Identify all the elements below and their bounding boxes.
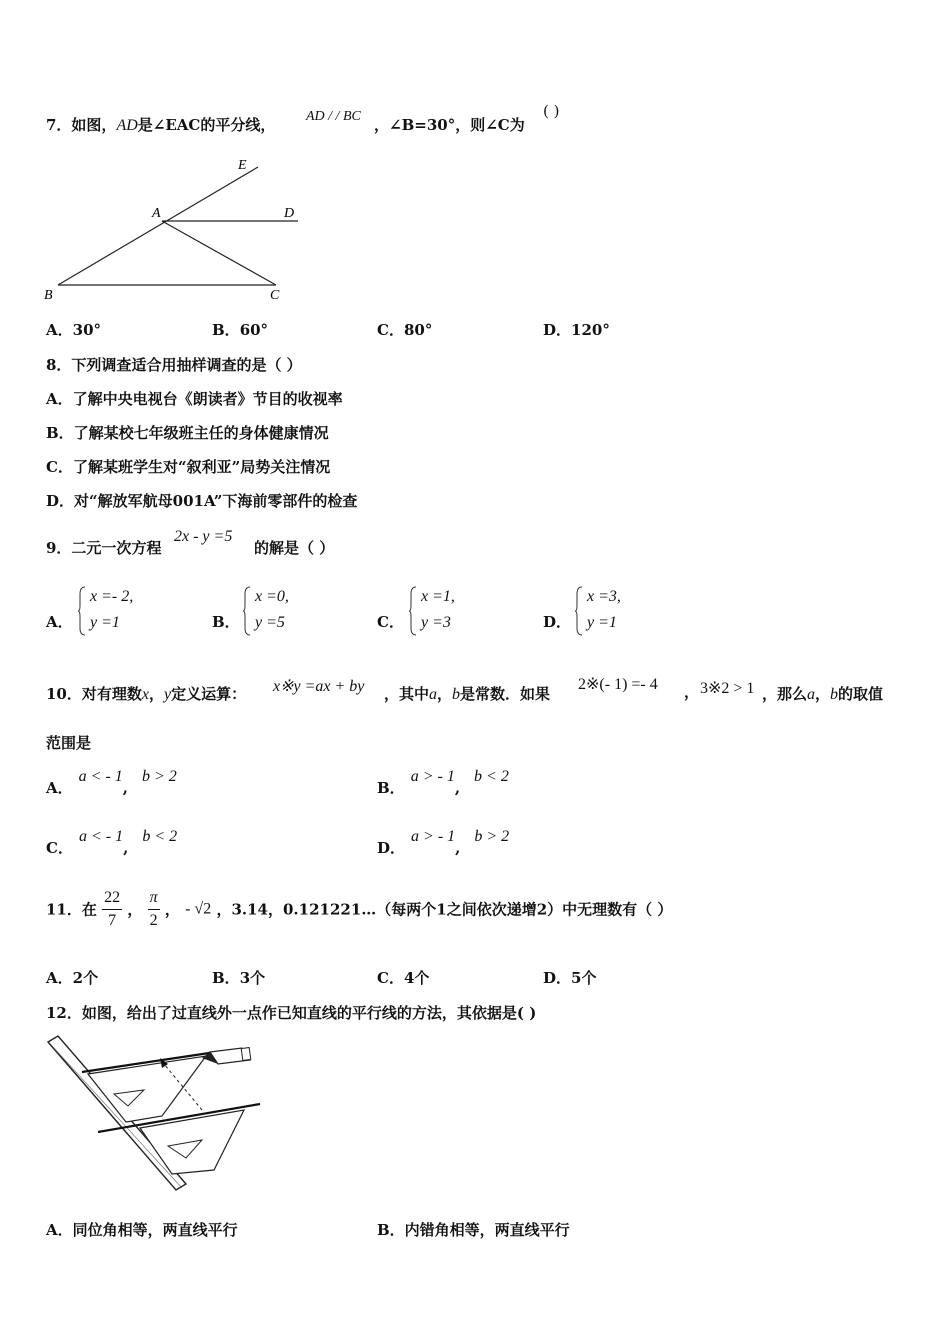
q7-option-b[interactable]: B．60° bbox=[212, 321, 269, 339]
q7-option-d[interactable]: D．120° bbox=[543, 321, 610, 339]
q9-option-a-letter[interactable]: A． bbox=[46, 613, 73, 631]
q12-option-b[interactable]: B．内错角相等，两直线平行 bbox=[377, 1221, 570, 1239]
q7-figure bbox=[40, 155, 310, 305]
q11-option-b[interactable]: B．3个 bbox=[212, 969, 266, 987]
q7-label-a: A bbox=[152, 206, 161, 221]
brace-icon bbox=[78, 586, 86, 636]
q7-option-a[interactable]: A．30° bbox=[46, 321, 102, 339]
q9-equation-text: 2x - y =5 bbox=[174, 528, 233, 545]
q9-option-b-letter[interactable]: B． bbox=[212, 613, 240, 631]
q11-stem: 11．在 $\frac{22}{7}$ ， $\frac{\pi}{2}$ ， - √2 ，3.14，0.121221…（每两个1之间依次递增2）中无理数有（ ） bbox=[46, 887, 672, 932]
q7-rest-text: ，∠B=30°，则∠C为 bbox=[374, 116, 525, 134]
q10-option-d[interactable]: D．a > - 1,b > 2 bbox=[377, 828, 510, 857]
q7-formula bbox=[306, 105, 361, 127]
q10-operation: x※y =ax + by bbox=[273, 678, 365, 695]
q7-line-be bbox=[58, 167, 258, 285]
brace-icon bbox=[243, 586, 251, 636]
q11-frac-22-7: $\frac{22}{7}$ bbox=[104, 889, 121, 929]
q10-option-b[interactable]: B．a > - 1,b < 2 bbox=[377, 768, 509, 797]
q8-option-d[interactable]: D．对“解放军航母001A”下海前零部件的检查 bbox=[46, 492, 358, 510]
q7-label-d: D bbox=[284, 206, 295, 221]
q10-condition-1: 2※(- 1) =- 4 bbox=[578, 676, 658, 693]
q9-equation bbox=[174, 526, 232, 547]
q9-prefix: 9．二元一次方程 bbox=[46, 539, 162, 557]
q7-label-b: B bbox=[44, 288, 53, 303]
q7-prefix: 7．如图， bbox=[46, 116, 117, 134]
q10-condition-2: 3※2 > 1 bbox=[700, 680, 755, 697]
q7-option-c[interactable]: C．80° bbox=[377, 321, 433, 339]
q7-formula-text: AD / / BC bbox=[306, 109, 361, 124]
q9-suffix: 的解是（ ） bbox=[254, 539, 335, 557]
q10-option-a[interactable]: A．a < - 1,b > 2 bbox=[46, 768, 177, 797]
q12-option-a[interactable]: A．同位角相等，两直线平行 bbox=[46, 1221, 238, 1239]
q10-sep: ， bbox=[684, 683, 700, 701]
upper-set-square bbox=[88, 1056, 206, 1122]
q10-line1-c: ，那么a，b的取值 bbox=[762, 685, 884, 703]
q10-line2: 范围是 bbox=[46, 734, 92, 752]
q8-option-b[interactable]: B．了解某校七年级班主任的身体健康情况 bbox=[46, 424, 329, 442]
q11-neg-root: - √2 bbox=[185, 900, 212, 918]
q8-option-a[interactable]: A．了解中央电视台《朗读者》节目的收视率 bbox=[46, 390, 343, 408]
brace-icon bbox=[575, 586, 583, 636]
q8-stem: 8．下列调查适合用抽样调查的是（ ） bbox=[46, 356, 302, 374]
q7-stem bbox=[46, 115, 275, 136]
q10-line1-a: 10．对有理数x，y定义运算： bbox=[46, 685, 247, 703]
q7-label-e: E bbox=[238, 158, 247, 173]
q11-option-c[interactable]: C．4个 bbox=[377, 969, 430, 987]
q11-option-a[interactable]: A．2个 bbox=[46, 969, 99, 987]
q10-option-c[interactable]: C．a < - 1,b < 2 bbox=[46, 828, 178, 857]
q7-ad: AD bbox=[116, 117, 138, 134]
q7-label-c: C bbox=[270, 288, 280, 303]
q9-option-c-letter[interactable]: C． bbox=[377, 613, 404, 631]
brace-icon bbox=[409, 586, 417, 636]
q7-paren bbox=[543, 101, 559, 121]
q7-rest bbox=[374, 115, 525, 135]
q7-mid: 是∠EAC的平分线， bbox=[137, 116, 276, 134]
q12-figure bbox=[44, 1034, 264, 1194]
q7-paren-text: ( ) bbox=[543, 102, 560, 120]
q11-option-d[interactable]: D．5个 bbox=[543, 969, 597, 987]
q12-stem: 12．如图，给出了过直线外一点作已知直线的平行线的方法，其依据是( ) bbox=[46, 1004, 537, 1022]
q8-option-c[interactable]: C．了解某班学生对“叙利亚”局势关注情况 bbox=[46, 458, 331, 476]
q7-line-ac bbox=[162, 221, 276, 285]
q9-option-d-letter[interactable]: D． bbox=[543, 613, 572, 631]
q11-frac-pi-2: $\frac{\pi}{2}$ bbox=[149, 889, 158, 929]
q10-line1-b: ，其中a，b是常数．如果 bbox=[384, 685, 551, 703]
